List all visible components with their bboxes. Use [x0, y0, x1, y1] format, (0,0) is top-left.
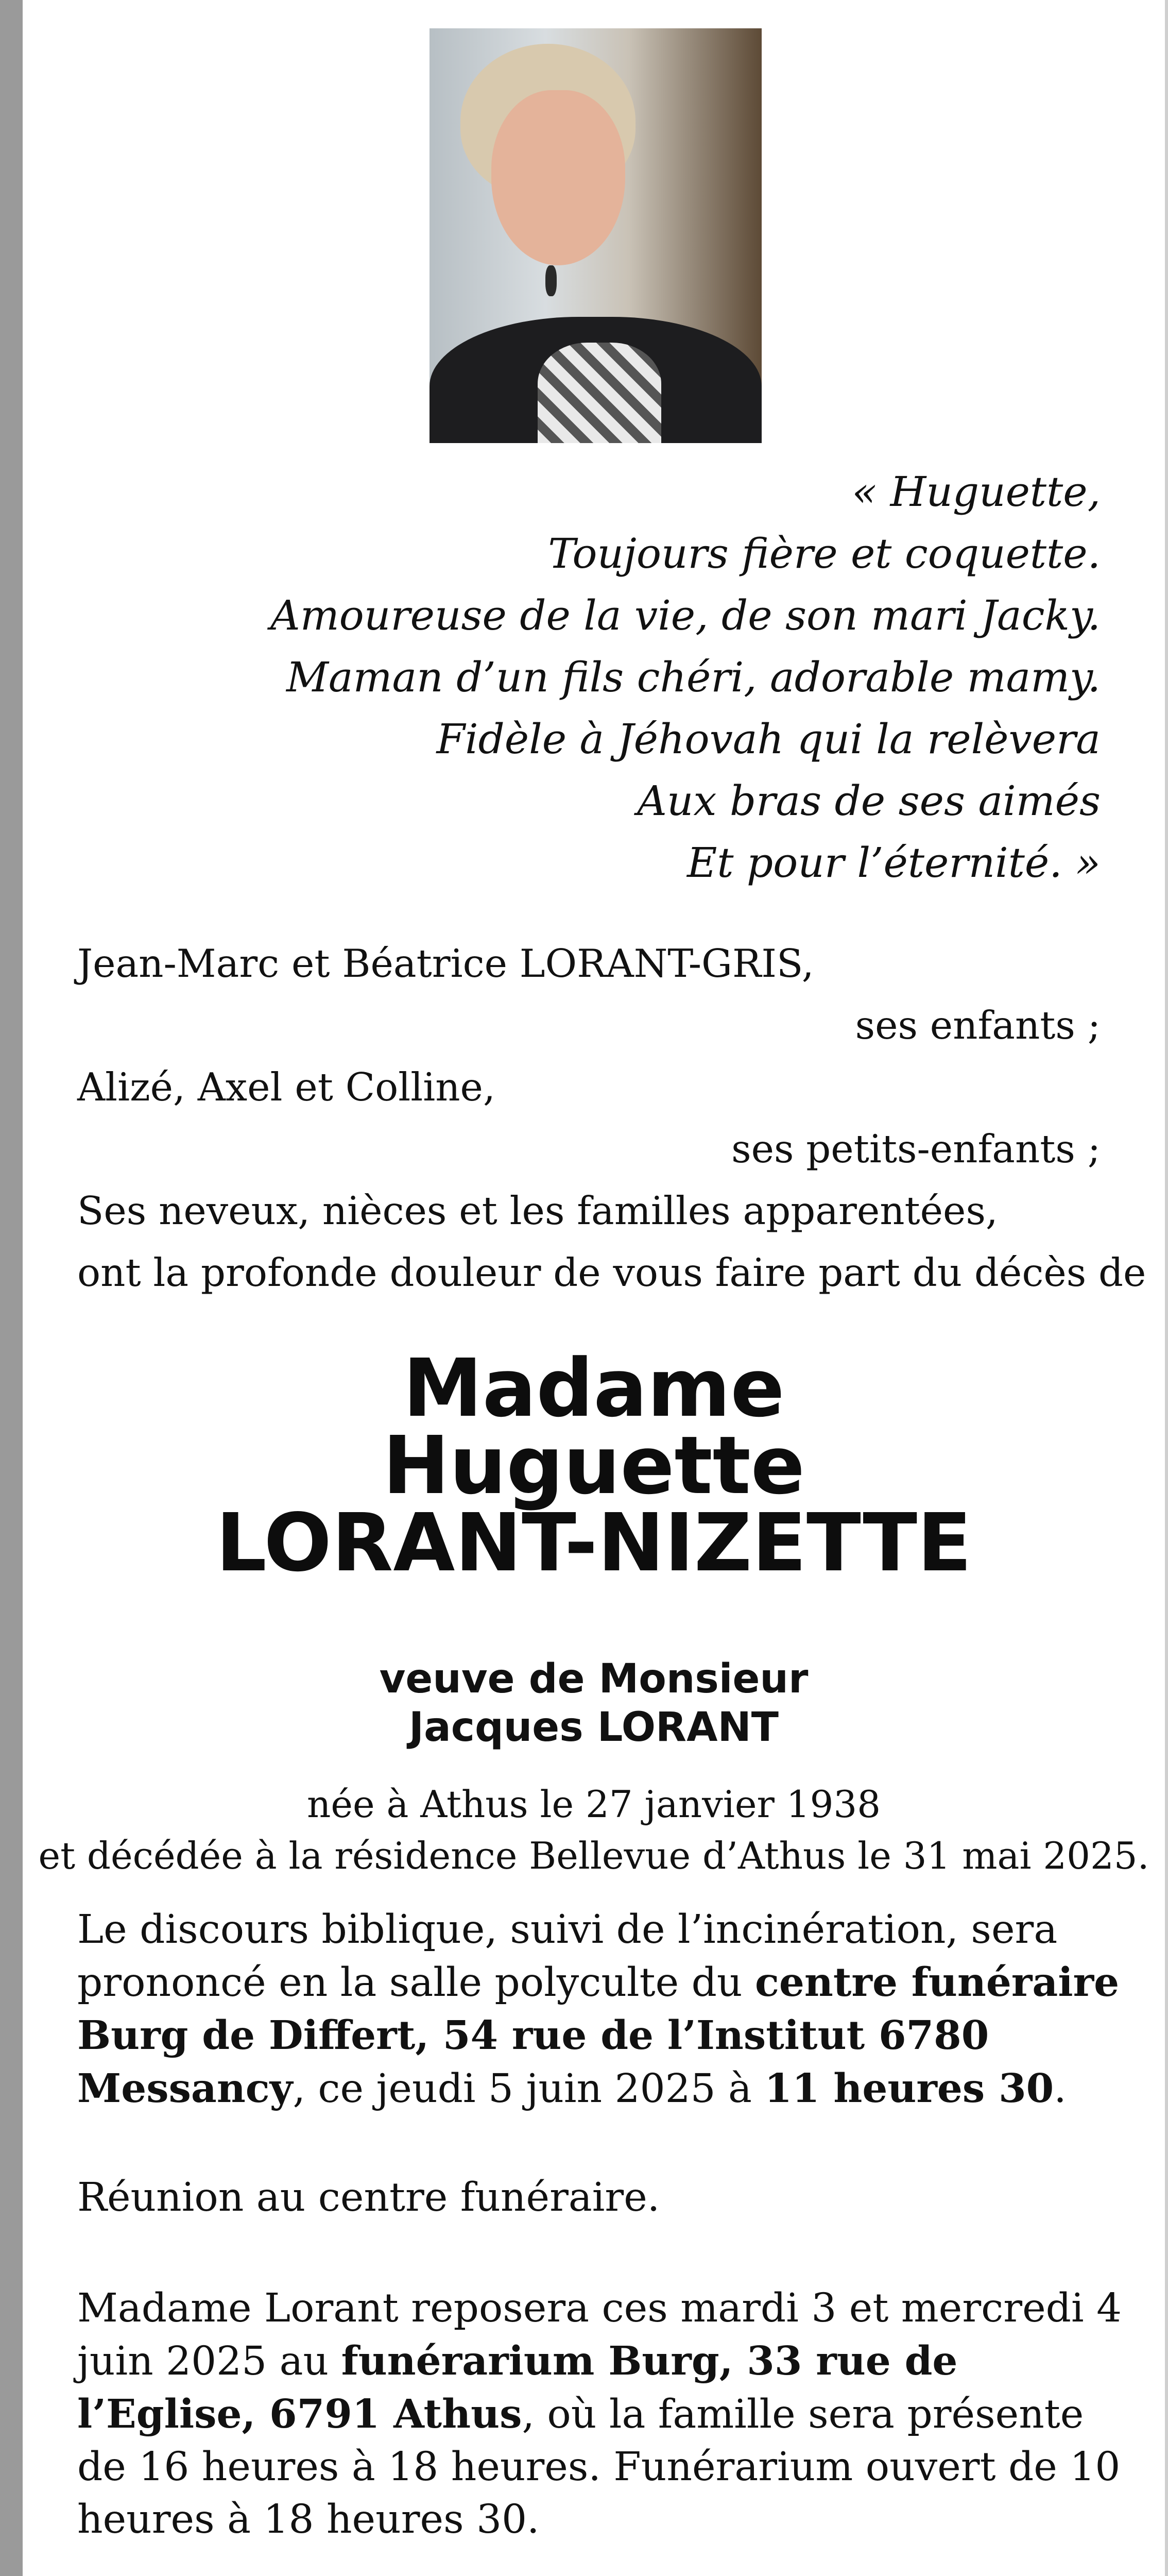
viewing-paragraph	[77, 2282, 1128, 2546]
ceremony-end: .	[1054, 2066, 1067, 2112]
widow-line-2: Jacques LORANT	[409, 1704, 779, 1751]
ceremony-text: Le discours biblique, suivi de l’incinération, sera prononcé en la salle polyculte du	[77, 1907, 1058, 2006]
deceased-first-name: Huguette	[383, 1419, 805, 1512]
viewing-hours: , où la famille sera présente de 16 heures à 18 heures. Funérarium ouvert de 10 heures à 18 heures 30.	[77, 2392, 1121, 2543]
ceremony-date: , ce jeudi 5 juin 2025 à	[293, 2066, 765, 2112]
left-margin-bar	[0, 0, 23, 2576]
widow-line-1: veuve de Monsieur	[379, 1656, 809, 1702]
right-margin-bar	[1165, 0, 1168, 2576]
relatives-line: Ses neveux, nièces et les familles apparentées,	[77, 1188, 998, 1233]
poem	[225, 461, 1101, 894]
ceremony-paragraph	[77, 1904, 1128, 2115]
deceased-title: Madame	[403, 1342, 785, 1435]
poem-line: Fidèle à Jéhovah qui la relèvera	[436, 715, 1101, 763]
grandchildren-role: ses petits-enfants ;	[731, 1126, 1101, 1172]
poem-line: Maman d’un fils chéri, adorable mamy.	[286, 653, 1101, 701]
ceremony-time: 11 heures 30	[764, 2065, 1054, 2112]
viewing-text: Madame Lorant reposera ces mardi 3 et mercredi 4 juin 2025 au	[77, 2285, 1122, 2384]
death-line: et décédée à la résidence Bellevue d’Athus le 31 mai 2025.	[38, 1834, 1149, 1877]
poem-line: Amoureuse de la vie, de son mari Jacky.	[270, 591, 1101, 639]
obituary-page	[23, 0, 1165, 2576]
children-role: ses enfants ;	[855, 1003, 1101, 1048]
children-names: Jean-Marc et Béatrice LORANT-GRIS,	[77, 941, 814, 986]
viewing-place: funérarium Burg, 33 rue de l’Eglise, 6791 Athus	[77, 2338, 958, 2437]
announcement-line: ont la profonde douleur de vous faire part du décès de	[77, 1250, 1146, 1295]
grandchildren-names: Alizé, Axel et Colline,	[77, 1064, 495, 1110]
deceased-last-name: LORANT-NIZETTE	[216, 1496, 972, 1589]
ceremony-venue: centre funéraire Burg de Differt, 54 rue de l’Institut 6780 Messancy	[77, 1959, 1120, 2112]
portrait-photo	[430, 28, 762, 443]
poem-line: « Huguette,	[852, 468, 1101, 516]
poem-line: Toujours fière et coquette.	[548, 530, 1101, 578]
reunion-paragraph: Réunion au centre funéraire.	[77, 2175, 660, 2221]
birth-line: née à Athus le 27 janvier 1938	[306, 1783, 881, 1826]
poem-line: Aux bras de ses aimés	[637, 777, 1101, 825]
poem-line: Et pour l’éternité. »	[686, 839, 1101, 887]
